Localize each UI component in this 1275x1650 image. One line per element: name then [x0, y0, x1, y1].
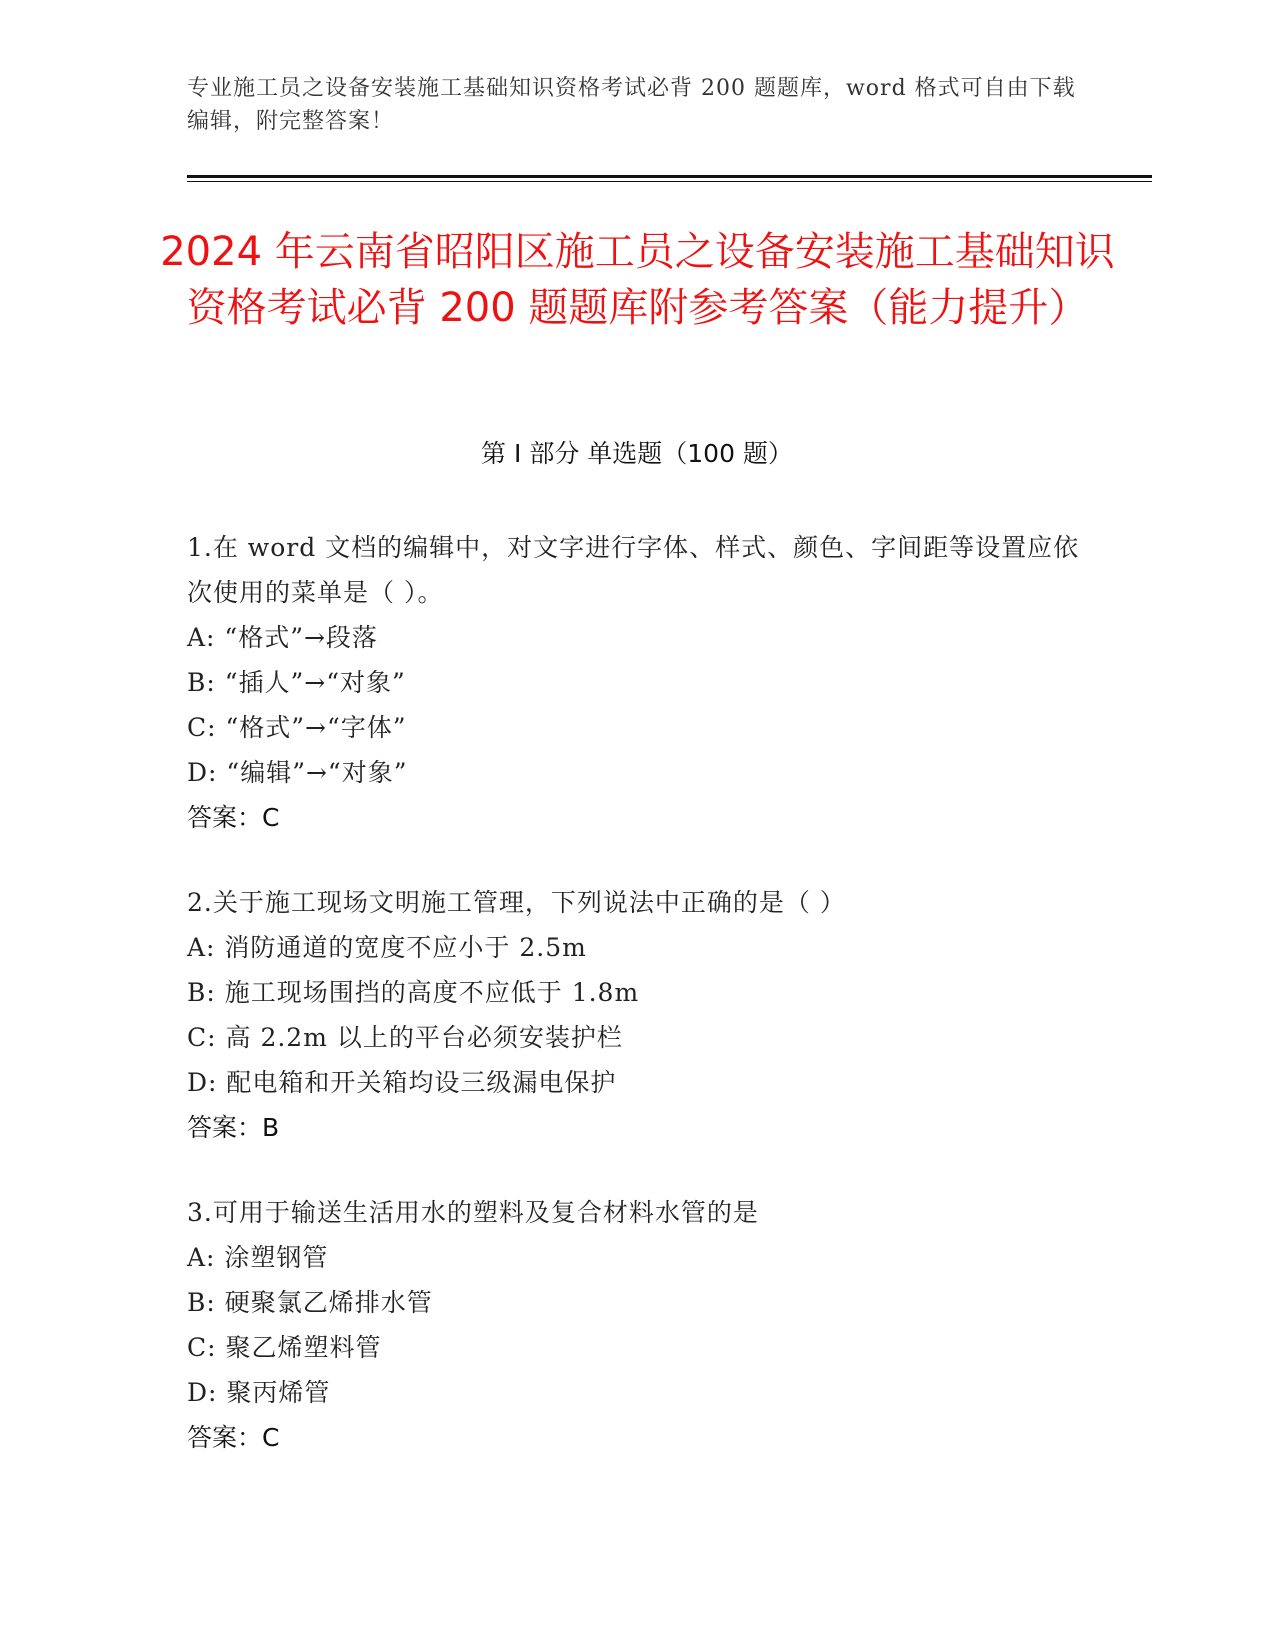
question-answer: 答案：C [187, 1423, 280, 1452]
question-item [187, 1190, 1087, 1460]
section-title: 第 I 部分 单选题（100 题） [481, 439, 793, 468]
option-c: C: 聚乙烯塑料管 [187, 1333, 382, 1362]
option-b: B: “插人”→“对象” [187, 668, 406, 697]
header-divider-thick [187, 175, 1152, 178]
question-stem: 2.关于施工现场文明施工管理，下列说法中正确的是（ ） [187, 888, 846, 917]
question-stem: 1.在 word 文档的编辑中，对文字进行字体、样式、颜色、字间距等设置应依次使用的菜单是（ ）。 [187, 533, 1080, 607]
option-a: A: 涂塑钢管 [187, 1243, 329, 1272]
option-c: C: 高 2.2m 以上的平台必须安装护栏 [187, 1023, 623, 1052]
header-divider-thin [187, 181, 1152, 182]
option-a: A: “格式”→段落 [187, 623, 378, 652]
question-answer: 答案：B [187, 1113, 280, 1142]
option-b: B: 施工现场围挡的高度不应低于 1.8m [187, 978, 640, 1007]
header-note: 专业施工员之设备安装施工基础知识资格考试必背 200 题题库，word 格式可自由下载编辑，附完整答案！ [187, 76, 1076, 134]
option-d: D: “编辑”→“对象” [187, 758, 408, 787]
option-c: C: “格式”→“字体” [187, 713, 407, 742]
question-stem: 3.可用于输送生活用水的塑料及复合材料水管的是 [187, 1198, 759, 1227]
option-a: A: 消防通道的宽度不应小于 2.5m [187, 933, 587, 962]
option-d: D: 聚丙烯管 [187, 1378, 331, 1407]
question-item [187, 525, 1087, 840]
option-d: D: 配电箱和开关箱均设三级漏电保护 [187, 1068, 617, 1097]
question-answer: 答案：C [187, 803, 280, 832]
document-title: 2024 年云南省昭阳区施工员之设备安装施工基础知识资格考试必背 200 题题库附参考答案（能力提升） [160, 229, 1115, 331]
option-b: B: 硬聚氯乙烯排水管 [187, 1288, 433, 1317]
question-list [187, 525, 1087, 1500]
question-item [187, 880, 1087, 1150]
